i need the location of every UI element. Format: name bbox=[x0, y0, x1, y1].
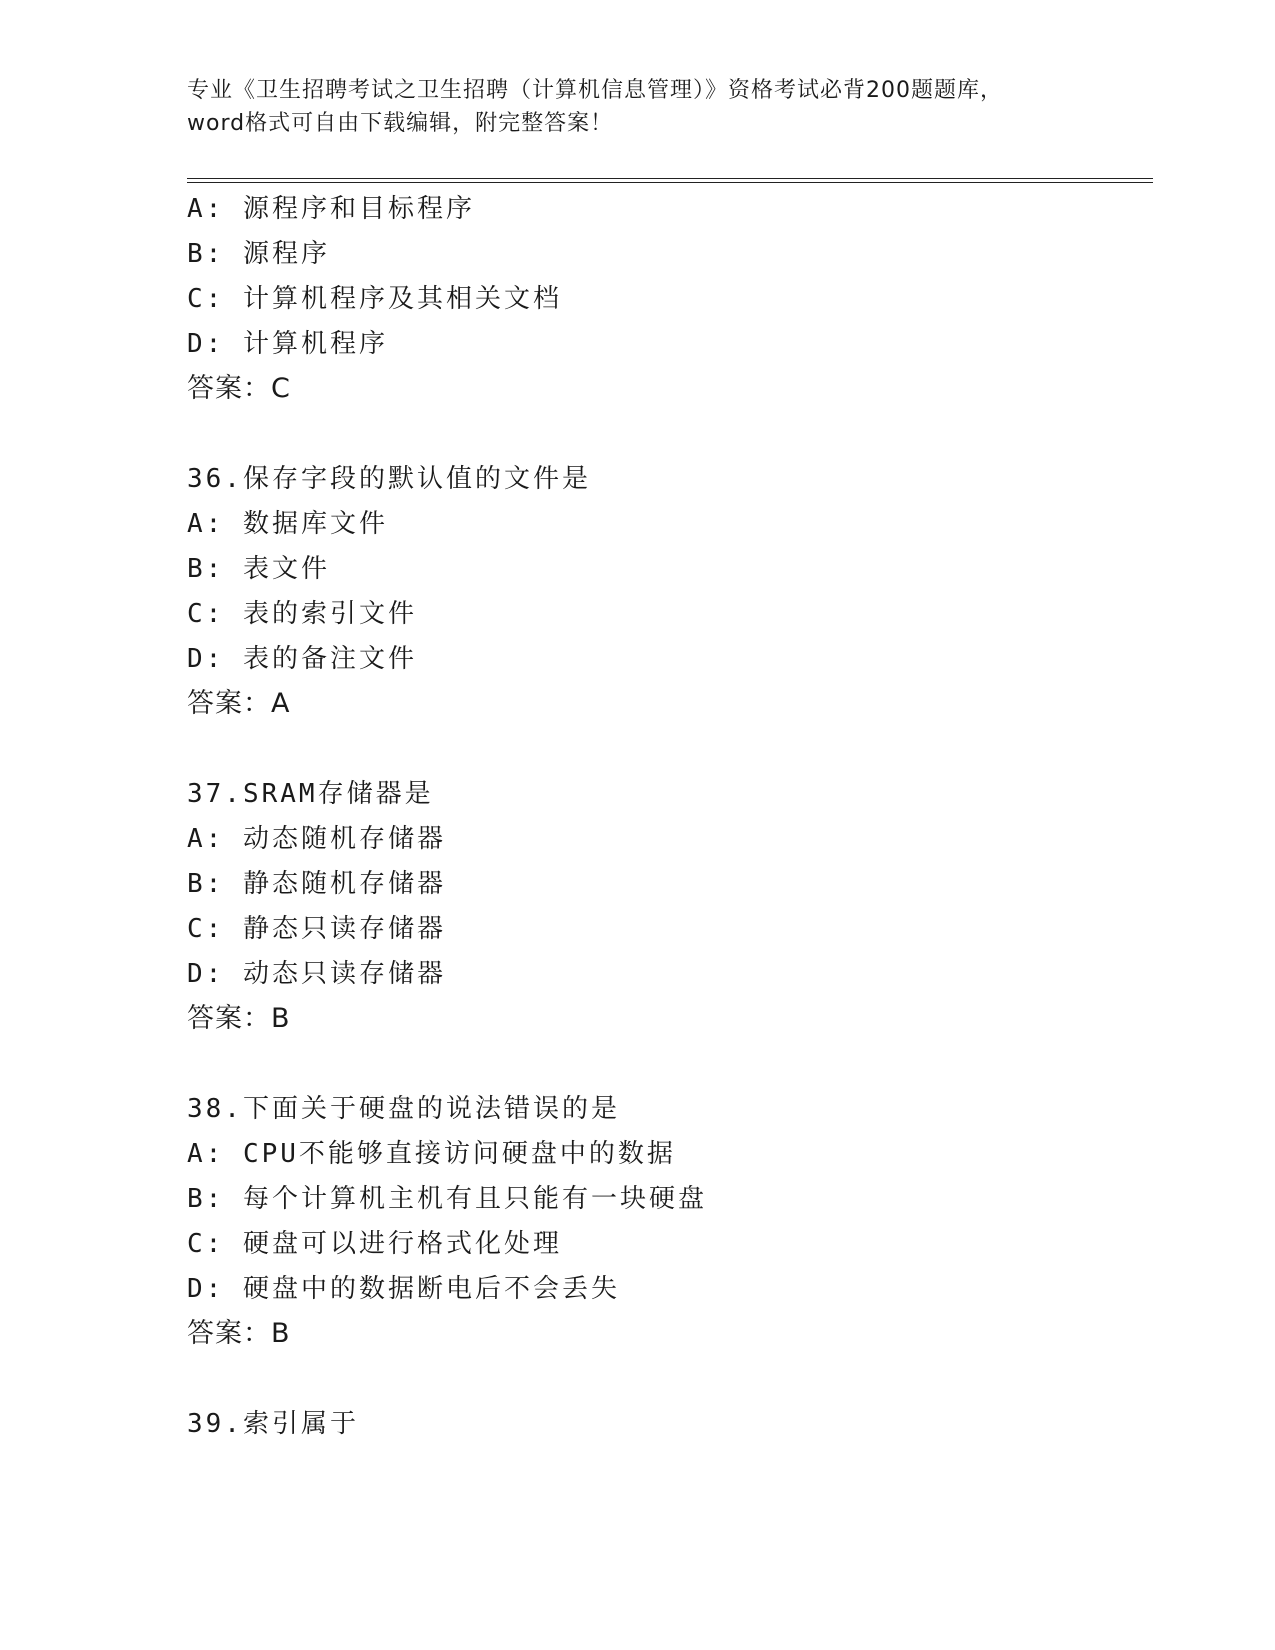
question-37: 37.SRAM存储器是 bbox=[187, 779, 434, 809]
q38-option-d: D: 硬盘中的数据断电后不会丢失 bbox=[187, 1274, 620, 1304]
q38-option-b: B: 每个计算机主机有且只能有一块硬盘 bbox=[187, 1184, 707, 1214]
q36-option-c: C: 表的索引文件 bbox=[187, 599, 417, 629]
option-c: C: 计算机程序及其相关文档 bbox=[187, 284, 562, 314]
q36-option-a: A: 数据库文件 bbox=[187, 509, 388, 539]
option-a: A: 源程序和目标程序 bbox=[187, 194, 475, 224]
header-divider-top bbox=[187, 178, 1153, 179]
option-d: D: 计算机程序 bbox=[187, 329, 388, 359]
document-header bbox=[187, 74, 1087, 140]
header-title-line: 专业《卫生招聘考试之卫生招聘（计算机信息管理）》资格考试必背200题题库， bbox=[187, 78, 1003, 103]
answer-line: 答案：C bbox=[187, 373, 291, 404]
q37-option-d: D: 动态只读存储器 bbox=[187, 959, 446, 989]
q37-option-a: A: 动态随机存储器 bbox=[187, 824, 446, 854]
q36-option-b: B: 表文件 bbox=[187, 554, 330, 584]
q38-option-c: C: 硬盘可以进行格式化处理 bbox=[187, 1229, 562, 1259]
question-38: 38.下面关于硬盘的说法错误的是 bbox=[187, 1094, 620, 1124]
option-b: B: 源程序 bbox=[187, 239, 330, 269]
q36-answer: 答案：A bbox=[187, 688, 291, 719]
q38-option-a: A: CPU不能够直接访问硬盘中的数据 bbox=[187, 1139, 676, 1169]
q37-option-c: C: 静态只读存储器 bbox=[187, 914, 446, 944]
question-39: 39.索引属于 bbox=[187, 1409, 359, 1439]
q37-answer: 答案：B bbox=[187, 1003, 291, 1034]
question-36: 36.保存字段的默认值的文件是 bbox=[187, 464, 591, 494]
header-divider-bottom bbox=[187, 182, 1153, 183]
q38-answer: 答案：B bbox=[187, 1318, 291, 1349]
q36-option-d: D: 表的备注文件 bbox=[187, 644, 417, 674]
q37-option-b: B: 静态随机存储器 bbox=[187, 869, 446, 899]
header-subtitle-line: word格式可自由下载编辑，附完整答案！ bbox=[187, 111, 614, 136]
